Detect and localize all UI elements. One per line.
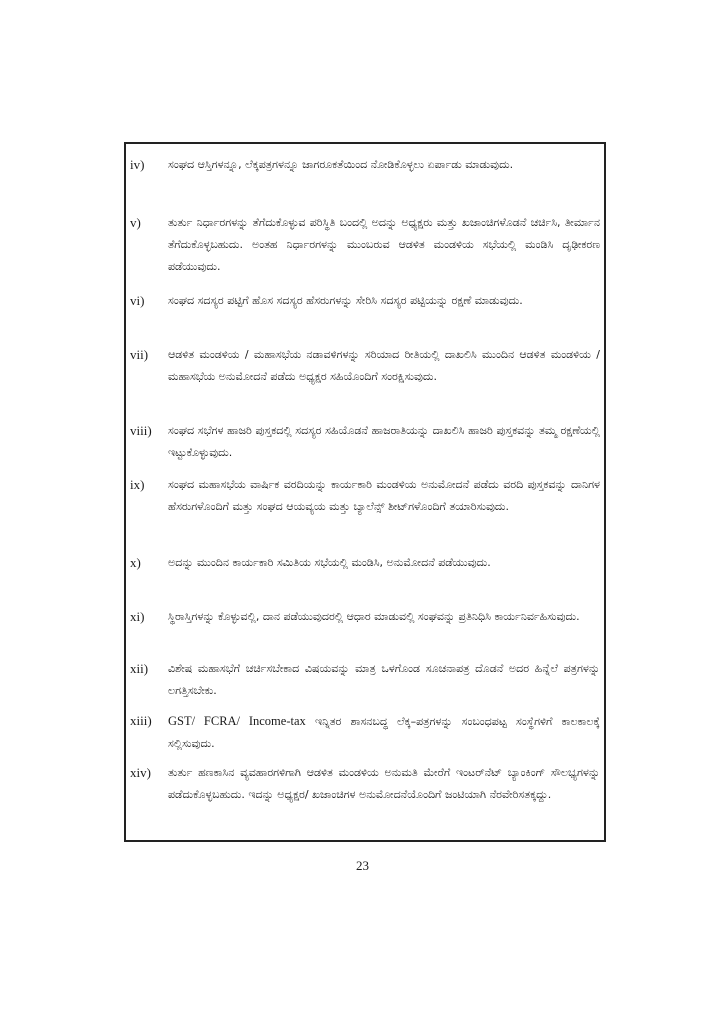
item-number: xii): [130, 661, 149, 676]
item-text: ವಿಶೇಷ ಮಹಾಸಭೆಗೆ ಚರ್ಚಿಸಬೇಕಾದ ವಿಷಯವನ್ನು ಮಾತ್ರ ಒಳಗೊಂಡ ಸೂಚನಾಪತ್ರ ದೊಡನೆ ಅದರ ಹಿನ್ನೆಲೆ ಪತ್ರಗಳನ್ನು ಲಗತ್ತಿಸಬೇಕು.: [168, 662, 600, 697]
item-text: ಸಂಘದ ಸಭೆಗಳ ಹಾಜರಿ ಪುಸ್ತಕದಲ್ಲಿ ಸದಸ್ಯರ ಸಹಿಯೊಡನೆ ಹಾಜರಾತಿಯನ್ನು ದಾಖಲಿಸಿ ಹಾಜರಿ ಪುಸ್ತಕವನ್ನು ತಮ್ಮ ರಕ್ಷಣೆಯಲ್ಲಿ ಇಟ್ಟುಕೊಳ್ಳುವುದು.: [168, 424, 600, 459]
item-text-rest: ಇನ್ನಿತರ ಶಾಸನಬದ್ಧ ಲೆಕ್ಕ–ಪತ್ರಗಳನ್ನು ಸಂಬಂಧಪಟ್ಟ ಸಂಸ್ಥೆಗಳಿಗೆ ಕಾಲಕಾಲಕ್ಕೆ ಸಲ್ಲಿಸುವುದು.: [168, 715, 600, 750]
item-text: ಅದನ್ನು ಮುಂದಿನ ಕಾರ್ಯಕಾರಿ ಸಮಿತಿಯ ಸಭೆಯಲ್ಲಿ ಮಂಡಿಸಿ, ಅನುಮೋದನೆ ಪಡೆಯುವುದು.: [168, 556, 491, 569]
item-text: [168, 710, 600, 755]
page-number: 23: [356, 858, 369, 873]
item-text: ಸ್ಥಿರಾಸ್ತಿಗಳನ್ನು ಕೊಳ್ಳುವಲ್ಲಿ, ದಾನ ಪಡೆಯುವುದರಲ್ಲಿ ಆಧಾರ ಮಾಡುವಲ್ಲಿ ಸಂಘವನ್ನು ಪ್ರತಿನಿಧಿಸಿ ಕಾರ್ಯನಿರ್ವಹಿಸುವುದು.: [168, 610, 580, 623]
item-number: x): [130, 555, 141, 570]
item-number: viii): [130, 423, 152, 438]
item-text: ಆಡಳಿತ ಮಂಡಳಿಯ / ಮಹಾಸಭೆಯ ನಡಾವಳಿಗಳನ್ನು ಸರಿಯಾದ ರೀತಿಯಲ್ಲಿ ದಾಖಲಿಸಿ ಮುಂದಿನ ಆಡಳಿತ ಮಂಡಳಿಯ / ಮಹಾಸಭೆಯ ಅನುಮೋದನೆ ಪಡೆದು ಅಧ್ಯಕ್ಷರ ಸಹಿಯೊಂದಿಗೆ ಸಂರಕ್ಷಿಸುವುದು.: [168, 348, 600, 383]
item-text: ತುರ್ತು ಹಣಕಾಸಿನ ವ್ಯವಹಾರಗಳಿಗಾಗಿ ಆಡಳಿತ ಮಂಡಳಿಯ ಅನುಮತಿ ಮೇರೆಗೆ ಇಂಟರ್‌ನೆಟ್ ಬ್ಯಾಂಕಿಂಗ್ ಸೌಲಭ್ಯಗಳನ್ನು ಪಡೆದುಕೊಳ್ಳಬಹುದು. ಇದನ್ನು ಅಧ್ಯಕ್ಷರ/ ಖಜಾಂಚಿಗಳ ಅನುಮೋದನೆಯೊಂದಿಗೆ ಜಂಟಿಯಾಗಿ ನೆರವೇರಿಸತಕ್ಕದ್ದು.: [168, 766, 600, 801]
item-number: v): [130, 215, 141, 230]
item-number: vi): [130, 293, 145, 308]
item-number: xi): [130, 609, 145, 624]
item-number: vii): [130, 347, 149, 362]
item-number: xiv): [130, 765, 151, 780]
item-text: ಸಂಘದ ಮಹಾಸಭೆಯ ವಾರ್ಷಿಕ ವರದಿಯನ್ನು ಕಾರ್ಯಕಾರಿ ಮಂಡಳಿಯ ಅನುಮೋದನೆ ಪಡೆದು ವರದಿ ಪುಸ್ತಕವನ್ನು ದಾನಿಗಳ ಹೆಸರುಗಳೊಂದಿಗೆ ಮತ್ತು ಸಂಘದ ಆಯವ್ಯಯ ಮತ್ತು ಬ್ಯಾಲೆನ್ಸ್ ಶೀಟ್‌ಗಳೊಂದಿಗೆ ತಯಾರಿಸುವುದು.: [168, 478, 600, 513]
item-number: xiii): [130, 713, 152, 728]
item-number: ix): [130, 477, 145, 492]
item-text: ಸಂಘದ ಸದಸ್ಯರ ಪಟ್ಟಿಗೆ ಹೊಸ ಸದಸ್ಯರ ಹೆಸರುಗಳನ್ನು ಸೇರಿಸಿ ಸದಸ್ಯರ ಪಟ್ಟಿಯನ್ನು ರಕ್ಷಣೆ ಮಾಡುವುದು.: [168, 294, 523, 307]
item-number: iv): [130, 157, 145, 172]
item-text: ಸಂಘದ ಆಸ್ತಿಗಳನ್ನೂ, ಲೆಕ್ಕಪತ್ರಗಳನ್ನೂ ಜಾಗರೂಕತೆಯಿಂದ ನೋಡಿಕೊಳ್ಳಲು ಏರ್ಪಾಡು ಮಾಡುವುದು.: [168, 158, 514, 171]
item-text: ತುರ್ತು ನಿರ್ಧಾರಗಳನ್ನು ತೆಗೆದುಕೊಳ್ಳುವ ಪರಿಸ್ಥಿತಿ ಬಂದಲ್ಲಿ ಅದನ್ನು ಅಧ್ಯಕ್ಷರು ಮತ್ತು ಖಜಾಂಚಿಗಳೊಡನೆ ಚರ್ಚಿಸಿ, ತೀರ್ಮಾನ ತೆಗೆದುಕೊಳ್ಳಬಹುದು. ಅಂತಹ ನಿರ್ಧಾರಗಳನ್ನು ಮುಂಬರುವ ಆಡಳಿತ ಮಂಡಳಿಯ ಸಭೆಯಲ್ಲಿ ಮಂಡಿಸಿ ದೃಢೀಕರಣ ಪಡೆಯುವುದು.: [168, 216, 600, 273]
latin-acronyms: GST/ FCRA/ Income-tax: [168, 714, 306, 728]
